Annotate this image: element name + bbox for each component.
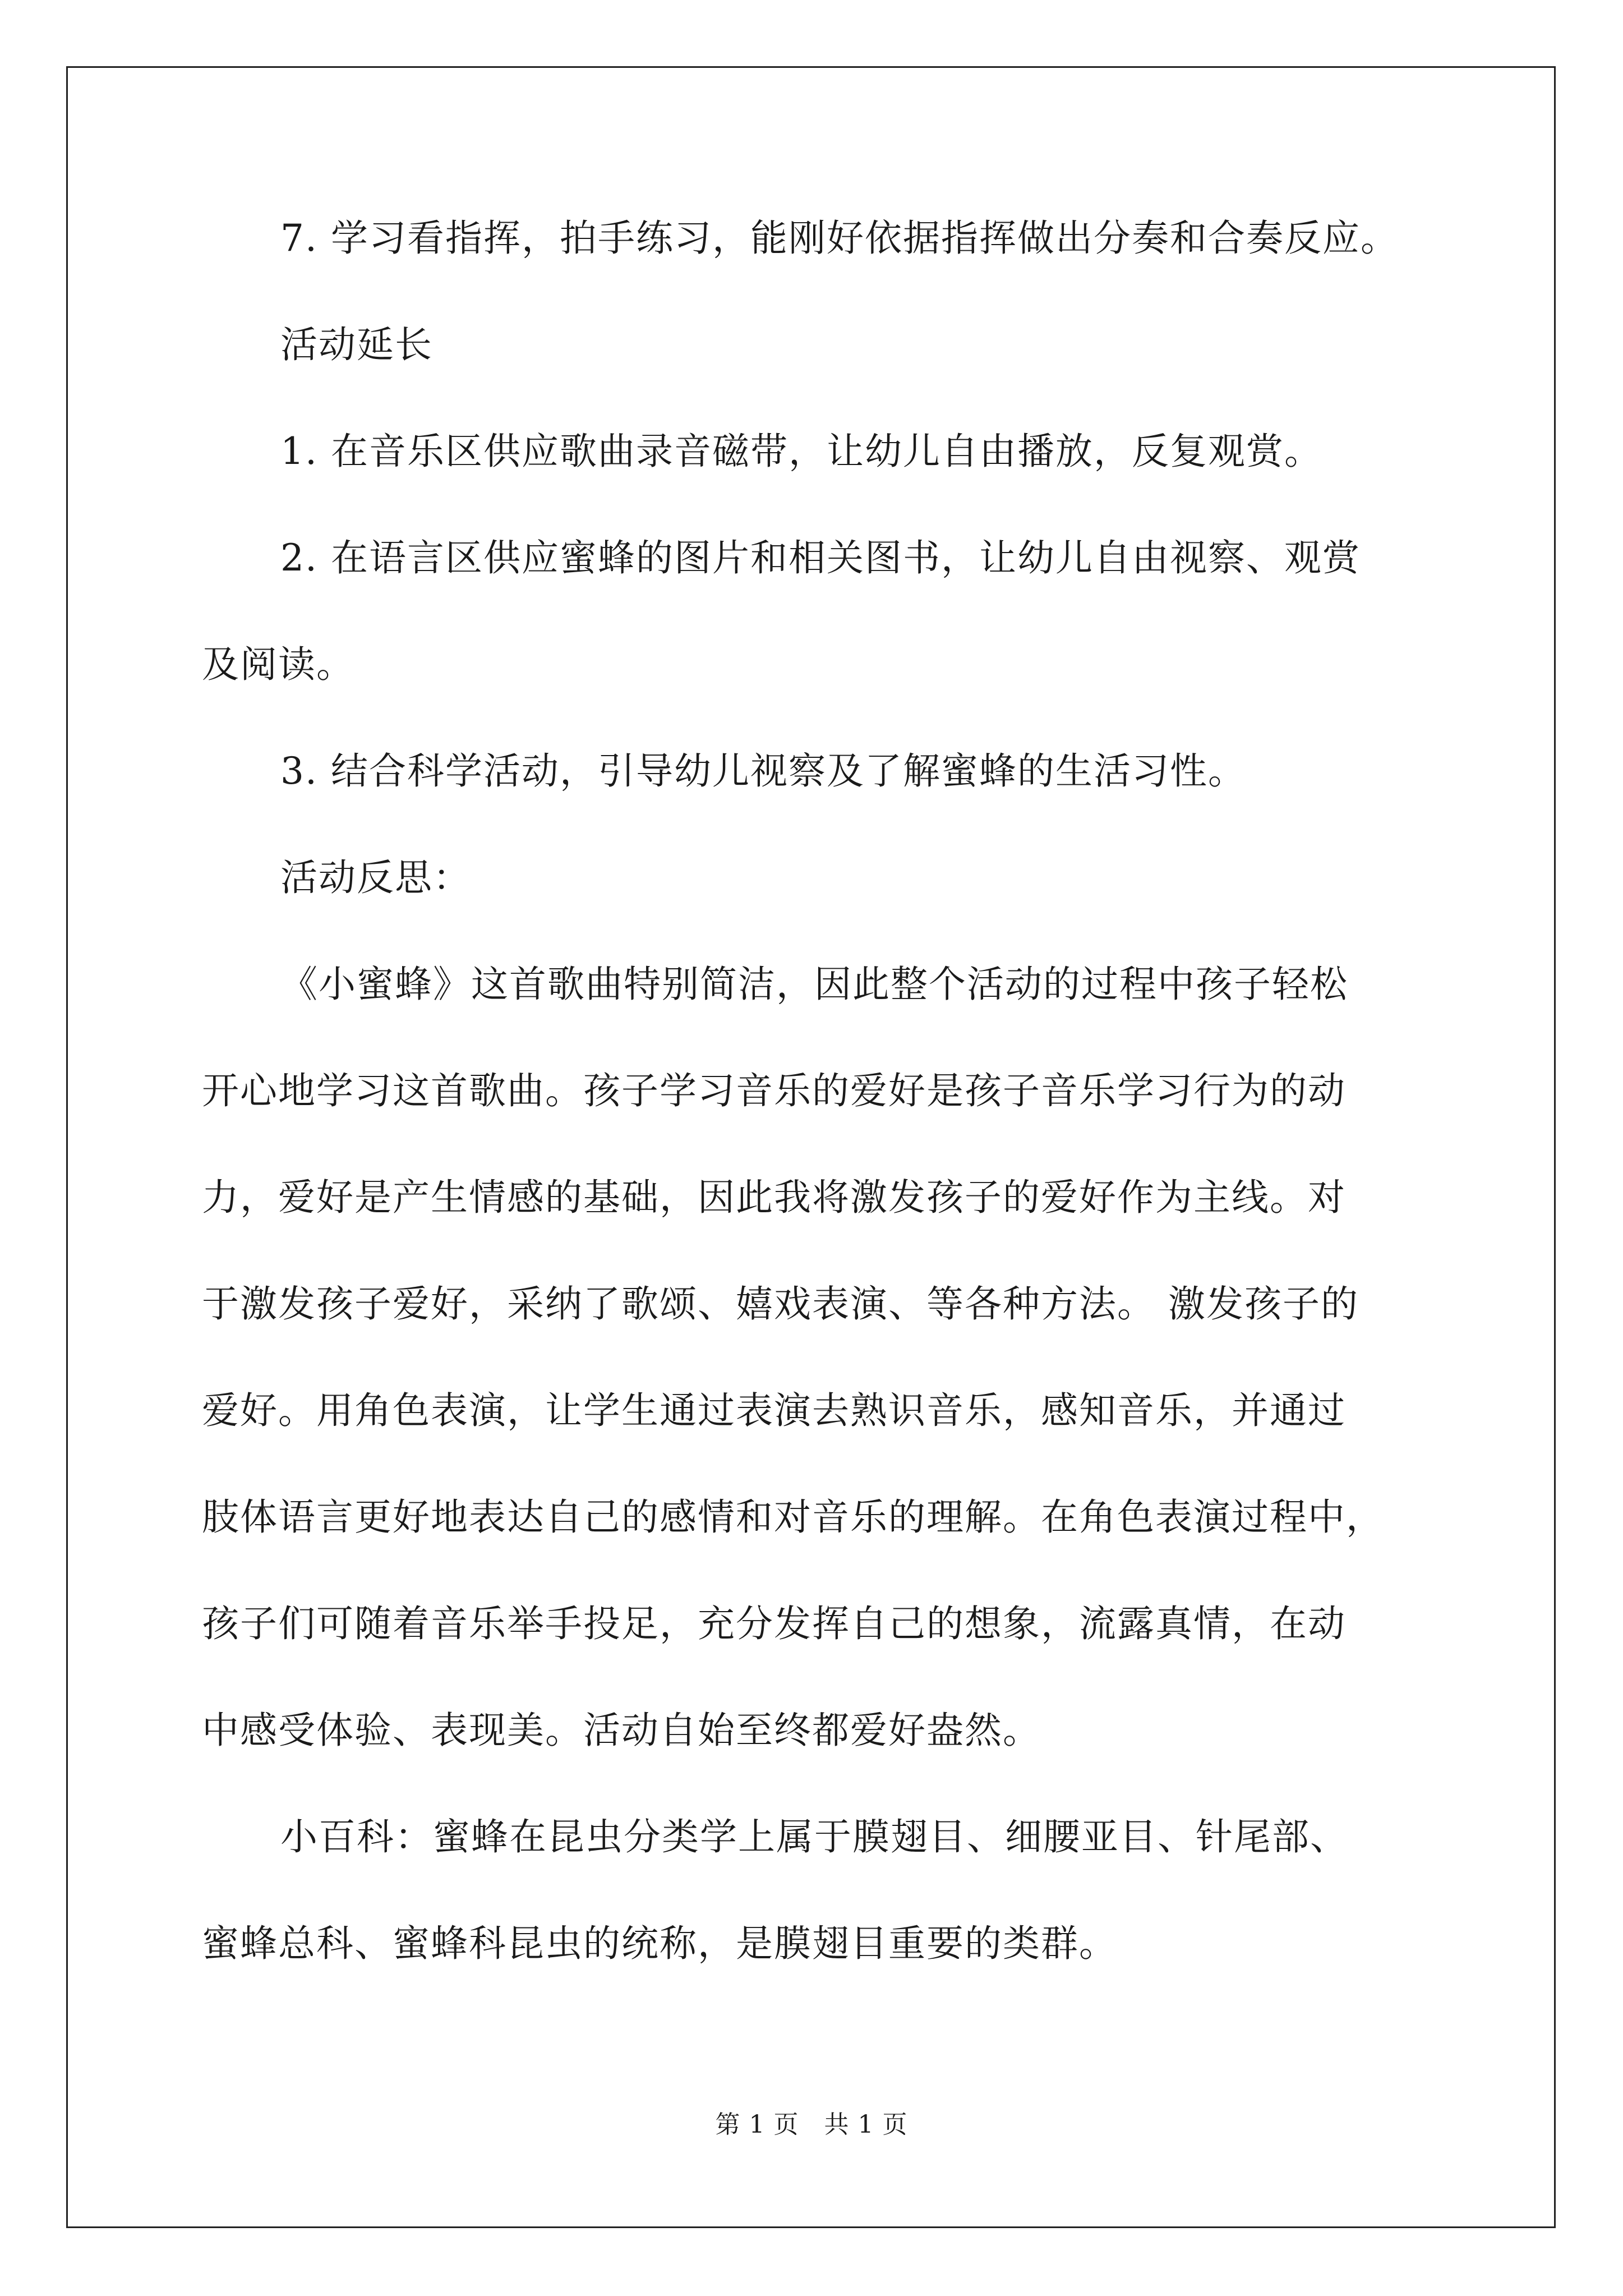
reflection-line-7: 孩子们可随着音乐举手投足，充分发挥自己的想象，流露真情，在动 (202, 1602, 1346, 1645)
paragraph-activity-step-7: 7. 学习看指挥，拍手练习，能刚好依据指挥做出分奏和合奏反应。 (280, 217, 1399, 260)
encyclopedia-line-1: 小百科：蜜蜂在昆虫分类学上属于膜翅目、细腰亚目、针尾部、 (280, 1815, 1348, 1858)
paragraph-extension-2-line-1: 2. 在语言区供应蜜蜂的图片和相关图书，让幼儿自由视察、观赏 (280, 536, 1361, 579)
paragraph-extension-2-line-2: 及阅读。 (202, 643, 354, 686)
page-border (66, 66, 1556, 2228)
reflection-line-3: 力，爱好是产生情感的基础，因此我将激发孩子的爱好作为主线。对 (202, 1176, 1346, 1219)
reflection-line-1: 《小蜜蜂》这首歌曲特别简洁，因此整个活动的过程中孩子轻松 (280, 963, 1348, 1006)
heading-activity-extension: 活动延长 (280, 323, 433, 366)
reflection-line-6: 肢体语言更好地表达自己的感情和对音乐的理解。在角色表演过程中， (202, 1496, 1384, 1539)
encyclopedia-line-2: 蜜蜂总科、蜜蜂科昆虫的统称，是膜翅目重要的类群。 (202, 1922, 1117, 1965)
paragraph-extension-1: 1. 在音乐区供应歌曲录音磁带，让幼儿自由播放，反复观赏。 (280, 430, 1322, 473)
reflection-line-4: 于激发孩子爱好，采纳了歌颂、嬉戏表演、等各种方法。 激发孩子的 (202, 1282, 1359, 1326)
reflection-line-5: 爱好。用角色表演，让学生通过表演去熟识音乐，感知音乐，并通过 (202, 1389, 1346, 1432)
reflection-line-8: 中感受体验、表现美。活动自始至终都爱好盎然。 (202, 1709, 1041, 1752)
paragraph-extension-3: 3. 结合科学活动，引导幼儿视察及了解蜜蜂的生活习性。 (280, 749, 1246, 793)
reflection-line-2: 开心地学习这首歌曲。孩子学习音乐的爱好是孩子音乐学习行为的动 (202, 1069, 1346, 1112)
heading-activity-reflection: 活动反思： (280, 856, 471, 899)
page-footer: 第 1 页 共 1 页 (715, 2110, 908, 2139)
